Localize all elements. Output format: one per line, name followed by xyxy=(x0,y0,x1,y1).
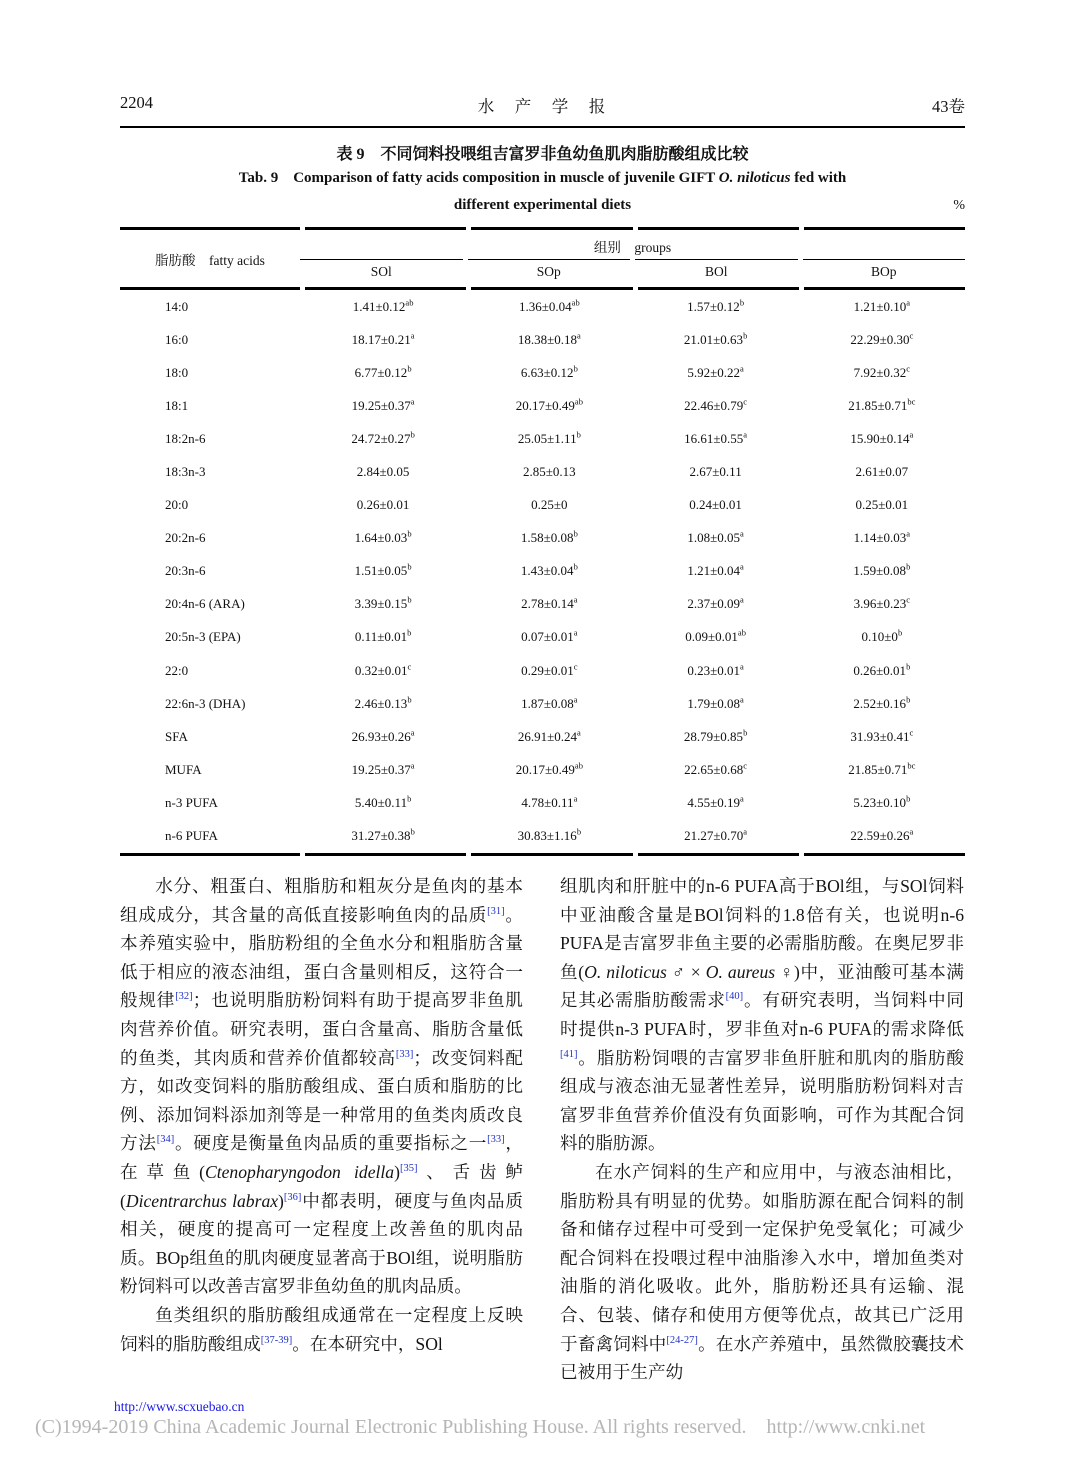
table-cell: 20.17±0.49$^{ab}$ xyxy=(515,760,583,777)
table-row xyxy=(120,455,965,488)
table-cell: 0.07±0.01$^a$ xyxy=(521,628,578,645)
table-cell: 0.25±0 xyxy=(531,497,568,513)
table-cell: 1.21±0.04$^a$ xyxy=(687,561,744,579)
table-cell: 28.79±0.85$^b$ xyxy=(683,727,748,744)
journal-title: 水 产 学 报 xyxy=(477,97,608,116)
body-left-column xyxy=(120,872,523,1358)
reference-superscript: [33] xyxy=(395,1048,414,1060)
table-cell: 4.78±0.11$^a$ xyxy=(521,793,578,810)
table-cell: 1.51±0.05$^b$ xyxy=(354,561,412,579)
journal-site-link[interactable]: http://www.scxuebao.cn xyxy=(114,1399,245,1414)
fatty-acid-table xyxy=(120,227,965,857)
table-caption-en-line1 xyxy=(120,170,965,187)
table-cell: 22.29±0.30$^c$ xyxy=(850,330,914,347)
table-row xyxy=(120,820,965,853)
fatty-acid-label: 18:2n-6 xyxy=(165,430,206,446)
table-body-rows xyxy=(120,290,965,853)
fatty-acid-label: 20:3n-6 xyxy=(165,563,206,579)
caption-en-suffix: fed with xyxy=(790,170,847,186)
table-cell: 1.59±0.08$^b$ xyxy=(853,561,911,579)
body-right-column xyxy=(560,872,964,1387)
table-cell: $0.10\pm 0^b$ xyxy=(861,628,903,645)
table-row xyxy=(120,522,965,555)
table-cell: 22.46±0.79$^c$ xyxy=(684,396,748,413)
table-row xyxy=(120,356,965,389)
reference-superscript: [31] xyxy=(487,905,505,917)
copyright-line[interactable]: (C)1994-2019 China Academic Journal Electronic Publishing House. All rights reserved. http://www.cnki.net xyxy=(35,1416,926,1438)
fatty-acid-label: 14:0 xyxy=(165,298,189,314)
table-cell: 1.79±0.08$^a$ xyxy=(687,694,744,711)
table-row xyxy=(120,753,965,786)
table-cell: 16.61±0.55$^a$ xyxy=(684,429,748,446)
fatty-acid-label: n-6 PUFA xyxy=(165,828,218,844)
body-paragraph: 水分、粗蛋白、粗脂肪和粗灰分是鱼肉的基本组成成分，其含量的高低直接影响鱼肉的品质[31]。本养殖实验中，脂肪粉组的全鱼水分和粗脂肪含量低于相应的液态油组，蛋白含量则相反，这符合一般规律[32]；也说明脂肪粉饲料有助于提高罗非鱼肌肉营养价值。研究表明，蛋白含量高、脂肪含量低的鱼类，其肉质和营养价值都较高[33]；改变饲料配方，如改变饲料的脂肪酸组成、蛋白质和脂肪的比例、添加饲料添加剂等是一种常用的鱼类肉质改良方法[34]。硬度是衡量鱼肉品质的重要指标之一[33]，在草鱼(Ctenopharyngodon idella)[35]、舌齿鲈(Dicentrarchus labrax)[36]中都表明，硬度与鱼肉品质相关，硬度的提高可一定程度上改善鱼的肌肉品质。BOp组鱼的肌肉硬度显著高于BOl组，说明脂肪粉饲料可以改善吉富罗非鱼幼鱼的肌肉品质。 xyxy=(120,876,523,1297)
table-cell: 2.67±0.11 xyxy=(689,464,742,480)
table-cell: 1.14±0.03$^a$ xyxy=(853,528,911,546)
fatty-acid-label: 18:3n-3 xyxy=(165,464,206,480)
table-cell: 6.77±0.12$^b$ xyxy=(354,363,412,380)
table-cell: 0.26±0.01 xyxy=(356,497,410,513)
fatty-acid-label: 22:6n-3 (DHA) xyxy=(165,695,246,711)
reference-superscript: [32] xyxy=(175,991,193,1003)
table-cell: 3.39±0.15$^b$ xyxy=(354,595,412,612)
table-cell: 5.23±0.10$^b$ xyxy=(853,793,911,810)
table-row xyxy=(120,654,965,687)
table-cell: 0.25±0.01 xyxy=(855,497,909,513)
species-name-italic: O. aureus xyxy=(705,961,776,982)
column-header: SOp xyxy=(536,264,561,279)
table-rule-top xyxy=(120,227,965,230)
fatty-acid-label: 18:0 xyxy=(165,364,189,380)
page-number: 2204 xyxy=(120,93,153,112)
table-row xyxy=(120,489,965,522)
caption-en-prefix: Tab. 9 Comparison of fatty acids composition in muscle of juvenile GIFT xyxy=(238,170,719,186)
table-cell: 1.08±0.05$^a$ xyxy=(687,528,744,546)
fatty-acid-label: 20:2n-6 xyxy=(165,530,206,546)
table-row xyxy=(120,555,965,588)
unit-percent: % xyxy=(953,198,965,213)
fatty-acid-label: 20:0 xyxy=(165,497,189,513)
table-row xyxy=(120,389,965,422)
table-row xyxy=(120,687,965,720)
table-cell: 1.57±0.12$^b$ xyxy=(687,297,745,314)
header-rule xyxy=(120,126,965,128)
table-cell: 26.93±0.26$^a$ xyxy=(351,727,415,744)
reference-superscript: [33] xyxy=(487,1134,505,1146)
fatty-acid-label: MUFA xyxy=(165,761,202,777)
table-cell: 19.25±0.37$^a$ xyxy=(351,396,415,413)
table-row xyxy=(120,588,965,621)
body-paragraph: 鱼类组织的脂肪酸组成通常在一定程度上反映饲料的脂肪酸组成[37-39]。在本研究中，SOl xyxy=(120,1304,523,1354)
volume-number: 43卷 xyxy=(932,97,965,116)
table-cell: 0.11±0.01$^b$ xyxy=(354,628,412,645)
fatty-acid-label: 20:4n-6 (ARA) xyxy=(165,596,245,612)
body-paragraph: 组肌肉和肝脏中的n-6 PUFA高于BOl组，与SOl饲料中亚油酸含量是BOl饲料的1.8倍有关，也说明n-6 PUFA是吉富罗非鱼主要的必需脂肪酸。在奥尼罗非鱼(O. niloticus ♂ × O. aureus ♀)中，亚油酸可基本满足其必需脂肪酸需求[40]。有研究表明，当饲料中同时提供n-3 PUFA时，罗非鱼对n-6 PUFA的需求降低[41]。脂肪粉饲喂的吉富罗非鱼肝脏和肌肉的脂肪酸组成与液态油无显著性差异，说明脂肪粉饲料对吉富罗非鱼营养价值没有负面影响，可作为其配合饲料的脂肪源。 xyxy=(560,876,964,1154)
table-cell: 21.85±0.71$^{bc}$ xyxy=(848,396,916,413)
caption-en-line2-text: different experimental diets xyxy=(453,197,632,213)
table-cell: 21.01±0.63$^b$ xyxy=(683,330,748,347)
table-cell: 5.92±0.22$^a$ xyxy=(687,363,744,380)
reference-superscript: [34] xyxy=(156,1134,175,1146)
fatty-acid-label: 18:1 xyxy=(165,397,189,413)
table-cell: 19.25±0.37$^a$ xyxy=(351,760,415,777)
running-head xyxy=(120,93,965,117)
reference-superscript: [36] xyxy=(283,1191,302,1203)
group-header: 组别 groups xyxy=(593,240,672,255)
table-cell: 6.63±0.12$^b$ xyxy=(520,363,578,380)
column-header: BOl xyxy=(704,264,728,279)
table-cell: 18.17±0.21$^a$ xyxy=(351,330,415,347)
reference-superscript: [24-27] xyxy=(666,1334,698,1346)
table-cell: 2.85±0.13 xyxy=(523,464,576,480)
table-cell: 31.93±0.41$^c$ xyxy=(850,727,914,744)
table-subheader-row xyxy=(300,264,965,280)
table-caption-zh: 表 9 不同饲料投喂组吉富罗非鱼幼鱼肌肉脂肪酸组成比较 xyxy=(336,146,749,163)
table-cell: 31.27±0.38$^b$ xyxy=(351,826,415,844)
column-header: BOp xyxy=(870,264,897,279)
table-cell: 0.23±0.01$^a$ xyxy=(687,661,744,678)
reference-superscript: [41] xyxy=(560,1048,578,1060)
table-cell: 2.61±0.07 xyxy=(855,464,909,480)
table-cell: 2.46±0.13$^b$ xyxy=(354,694,412,711)
table-cell: 0.26±0.01$^b$ xyxy=(853,661,911,678)
table-cell: 0.32±0.01$^c$ xyxy=(354,661,412,678)
reference-superscript: [35] xyxy=(399,1163,418,1175)
table-row xyxy=(120,323,965,356)
table-row xyxy=(120,422,965,455)
table-cell: 5.40±0.11$^b$ xyxy=(354,793,412,810)
reference-superscript: [37-39] xyxy=(260,1334,293,1346)
body-paragraph: 在水产饲料的生产和应用中，与液态油相比，脂肪粉具有明显的优势。如脂肪源在配合饲料的制备和储存过程中可受到一定保护免受氧化；可减少配合饲料在投喂过程中油脂渗入水中，增加鱼类对油脂的消化吸收。此外，脂肪粉还具有运输、混合、包装、储存和使用方便等优点，故其已广泛用于畜禽饲料中[24-27]。在水产养殖中，虽然微胶囊技术已被用于生产幼 xyxy=(560,1161,964,1383)
table-cell: 1.41±0.12$^{ab}$ xyxy=(352,297,414,314)
table-cell: 0.24±0.01 xyxy=(689,497,742,513)
table-cell: 26.91±0.24$^a$ xyxy=(517,727,581,744)
table-cell: 18.38±0.18$^a$ xyxy=(517,330,581,347)
table-cell: 22.59±0.26$^a$ xyxy=(850,826,914,844)
table-cell: 30.83±1.16$^b$ xyxy=(517,826,582,844)
table-cell: 0.09±0.01$^{ab}$ xyxy=(685,628,746,645)
fatty-acid-label: n-3 PUFA xyxy=(165,794,218,810)
column-header: SOl xyxy=(370,264,392,279)
species-name-italic: O. niloticus xyxy=(584,961,667,982)
table-cell: 1.21±0.10$^a$ xyxy=(853,297,911,314)
table-cell: 2.52±0.16$^b$ xyxy=(853,694,911,711)
table-cell: 3.96±0.23$^c$ xyxy=(853,595,911,612)
table-cell: 1.64±0.03$^b$ xyxy=(354,528,412,546)
table-cell: 7.92±0.32$^c$ xyxy=(853,363,911,380)
caption-species-italic: O. niloticus xyxy=(718,170,791,186)
table-cell: 20.17±0.49$^{ab}$ xyxy=(515,396,583,413)
fatty-acid-label: 16:0 xyxy=(165,331,189,347)
table-caption-en-line2 xyxy=(120,197,965,214)
fatty-acid-label: SFA xyxy=(165,728,188,744)
table-cell: 2.78±0.14$^a$ xyxy=(521,595,578,612)
table-cell: 0.29±0.01$^c$ xyxy=(521,661,578,678)
table-row xyxy=(120,786,965,819)
table-row xyxy=(120,621,965,654)
table-cell: 1.58±0.08$^b$ xyxy=(520,528,578,546)
fatty-acid-label: 22:0 xyxy=(165,662,189,678)
table-cell: 21.85±0.71$^{bc}$ xyxy=(848,760,916,777)
table-cell: 24.72±0.27$^b$ xyxy=(351,429,415,446)
fatty-acids-column-header: 脂肪酸 fatty acids xyxy=(155,253,265,268)
fatty-acid-label: 20:5n-3 (EPA) xyxy=(165,629,241,645)
table-rule-under-group xyxy=(300,259,965,260)
table-cell: 1.43±0.04$^b$ xyxy=(520,561,578,579)
table-cell: 21.27±0.70$^a$ xyxy=(684,826,748,844)
table-cell: 2.84±0.05 xyxy=(356,464,410,480)
species-name-italic: Dicentrarchus labrax xyxy=(125,1190,279,1211)
table-cell: 22.65±0.68$^c$ xyxy=(684,760,748,777)
table-row xyxy=(120,290,965,323)
table-cell: 2.37±0.09$^a$ xyxy=(687,595,744,612)
table-row xyxy=(120,720,965,753)
table-rule-bottom xyxy=(120,853,965,856)
table-cell: 25.05±1.11$^b$ xyxy=(517,429,581,446)
table-cell: 1.36±0.04$^{ab}$ xyxy=(519,297,580,314)
table-cell: 4.55±0.19$^a$ xyxy=(687,793,744,810)
table-cell: 15.90±0.14$^a$ xyxy=(850,429,914,446)
reference-superscript: [40] xyxy=(725,991,744,1003)
species-name-italic: Ctenopharyngodon idella xyxy=(205,1161,395,1182)
table-cell: 1.87±0.08$^a$ xyxy=(521,694,578,711)
